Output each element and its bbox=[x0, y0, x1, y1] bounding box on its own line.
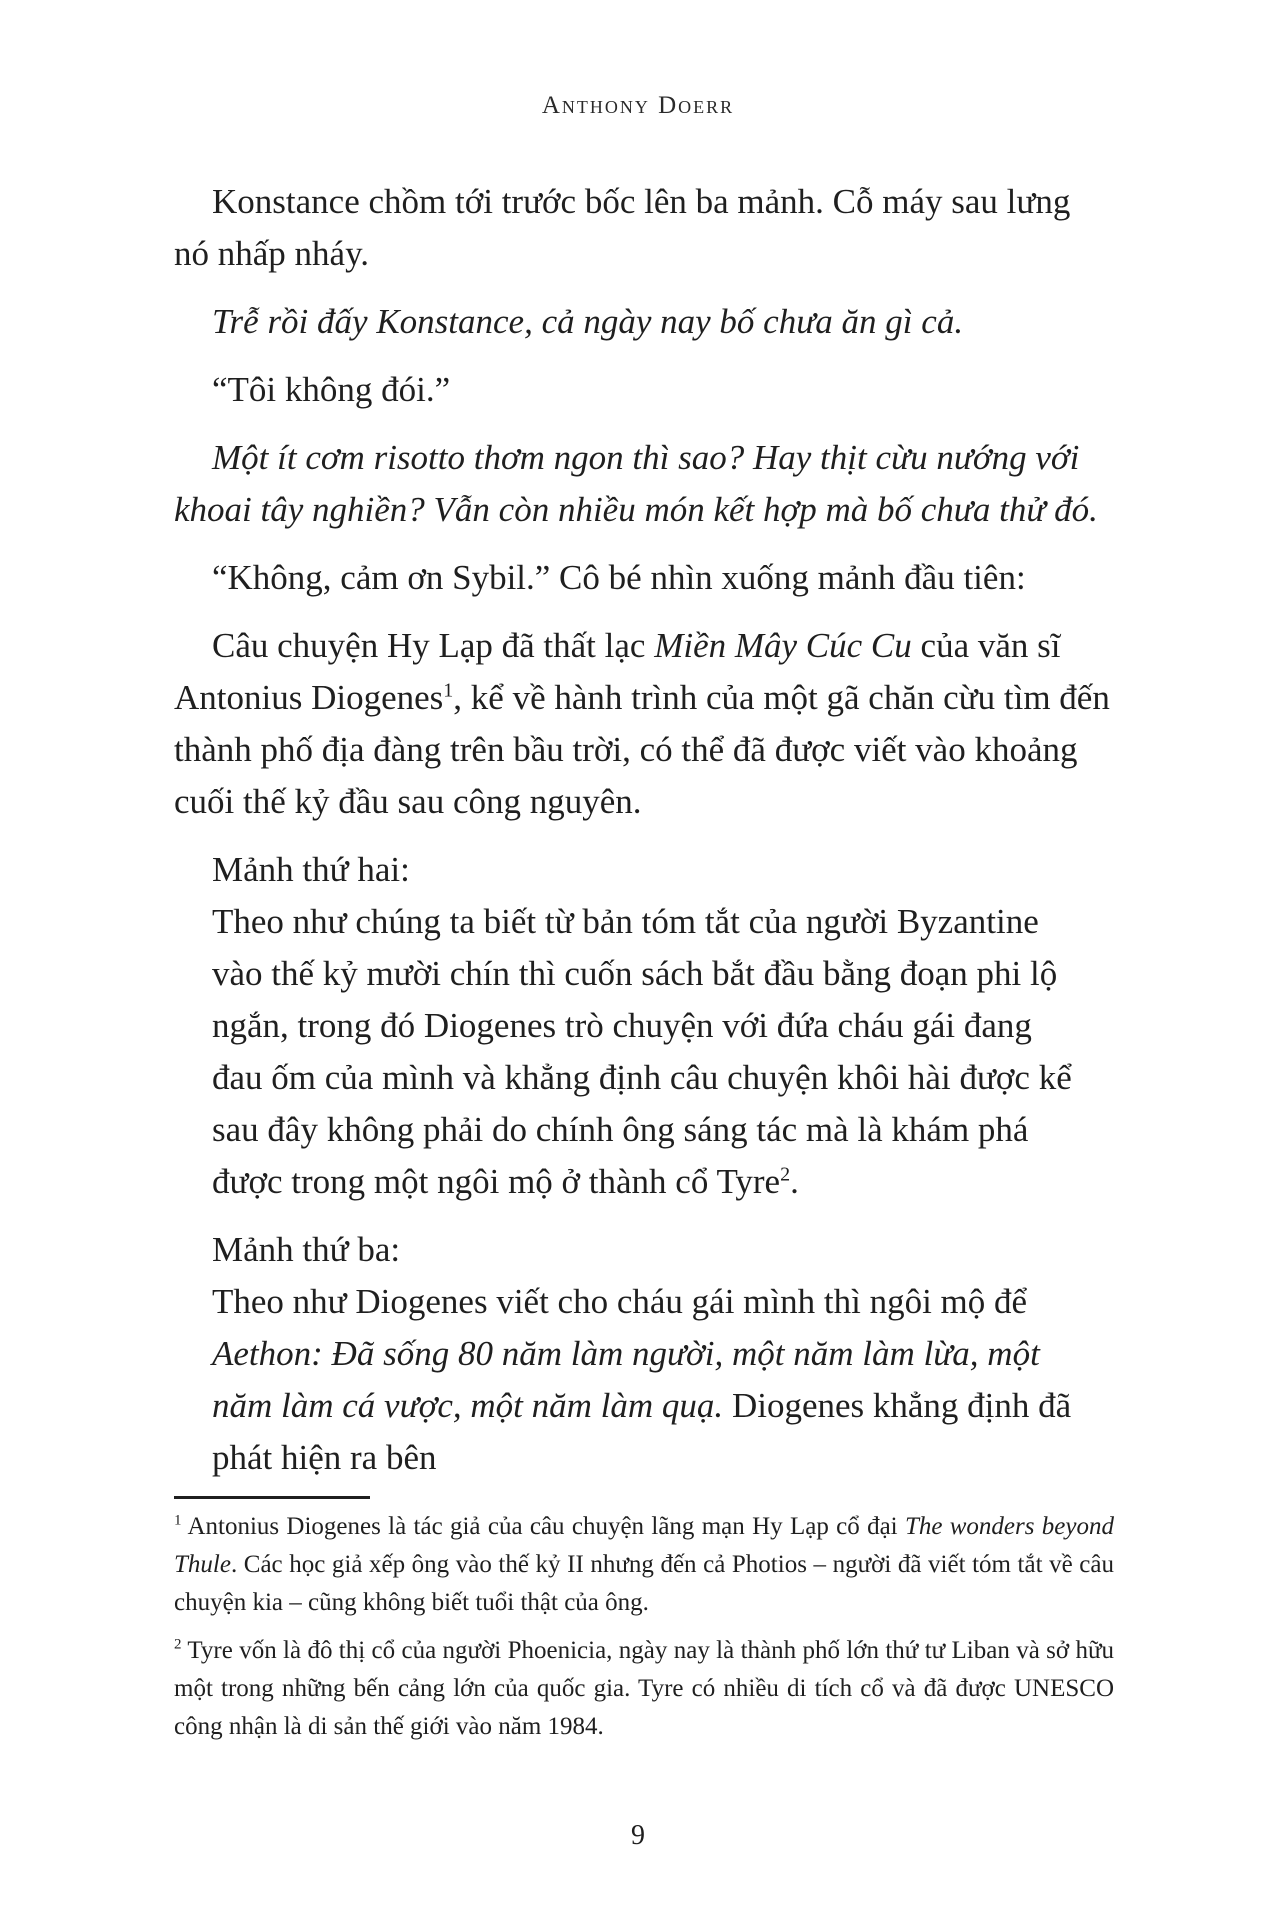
footnote-text: . Các học giả xếp ông vào thế kỷ II nhưng đến cả Photios – người đã viết tóm tắt về câu chuyện kia – cũng không biết tuổi thật của ông. bbox=[174, 1551, 1114, 1616]
paragraph: “Tôi không đói.” bbox=[212, 370, 451, 409]
footnotes bbox=[174, 1508, 1114, 1746]
page-number: 9 bbox=[631, 1820, 645, 1851]
book-title: The wonders beyond Thule bbox=[174, 1513, 1114, 1578]
paragraph-italic: Trễ rồi đấy Konstance, cả ngày nay bố chưa ăn gì cả. bbox=[212, 302, 964, 341]
footnote-ref: 2 bbox=[780, 1163, 791, 1186]
footnote-text: Tyre vốn là đô thị cổ của người Phoenicia, ngày nay là thành phố lớn thứ tư Liban và sở hữu một trong những bến cảng lớn của quốc gia. Tyre có nhiều di tích cổ và đã được UNESCO công nhận là di sản thế giới vào năm 1984. bbox=[174, 1637, 1114, 1740]
paragraph: “Không, cảm ơn Sybil.” Cô bé nhìn xuống mảnh đầu tiên: bbox=[212, 558, 1026, 597]
fragment-label: Mảnh thứ ba: bbox=[212, 1230, 401, 1269]
fragment-text: Theo như Diogenes viết cho cháu gái mình thì ngôi mộ để bbox=[212, 1282, 1028, 1321]
fragment-label: Mảnh thứ hai: bbox=[212, 850, 410, 889]
paragraph-italic: Một ít cơm risotto thơm ngon thì sao? Hay thịt cừu nướng với khoai tây nghiền? Vẫn còn nhiều món kết hợp mà bố chưa thử đó. bbox=[174, 438, 1098, 529]
fragment-three bbox=[212, 1276, 1072, 1484]
footnote-2 bbox=[174, 1632, 1114, 1746]
footnote-rule bbox=[174, 1496, 370, 1499]
running-head: Anthony Doerr bbox=[541, 92, 735, 119]
footnote-mark: 2 bbox=[174, 1636, 182, 1653]
body-text bbox=[174, 176, 1114, 1484]
fragment-text: của văn sĩ Antonius Diogenes bbox=[174, 626, 1061, 717]
fragment-text: . bbox=[790, 1162, 799, 1201]
paragraph: Konstance chồm tới trước bốc lên ba mảnh. Cỗ máy sau lưng nó nhấp nháy. bbox=[174, 182, 1071, 273]
fragment-two bbox=[212, 896, 1072, 1208]
fragment-text: , kể về hành trình của một gã chăn cừu tìm đến thành phố địa đàng trên bầu trời, có thể đã được viết vào khoảng cuối thế kỷ đầu sau công nguyên. bbox=[174, 678, 1110, 821]
fragment-text: Câu chuyện Hy Lạp đã thất lạc bbox=[212, 626, 655, 665]
footnote-text: Antonius Diogenes là tác giả của câu chuyện lãng mạn Hy Lạp cổ đại bbox=[181, 1513, 905, 1540]
epitaph-text: Aethon: Đã sống 80 năm làm người, một năm làm lừa, một năm làm cá vược, một năm làm quạ. bbox=[212, 1334, 1040, 1425]
fragment-text: Theo như chúng ta biết từ bản tóm tắt của người Byzantine vào thế kỷ mười chín thì cuốn sách bắt đầu bằng đoạn phi lộ ngắn, trong đó Diogenes trò chuyện với đứa cháu gái đang đau ốm của mình và khẳng định câu chuyện khôi hài được kể sau đây không phải do chính ông sáng tác mà là khám phá được trong một ngôi mộ ở thành cổ Tyre bbox=[212, 902, 1072, 1201]
footnote-1 bbox=[174, 1508, 1114, 1622]
fragment-one bbox=[174, 620, 1114, 828]
footnote-mark: 1 bbox=[174, 1512, 182, 1529]
footnote-ref: 1 bbox=[443, 679, 454, 702]
fragment-text: Diogenes khẳng định đã phát hiện ra bên bbox=[212, 1386, 1072, 1477]
book-title: Miền Mây Cúc Cu bbox=[654, 626, 912, 665]
